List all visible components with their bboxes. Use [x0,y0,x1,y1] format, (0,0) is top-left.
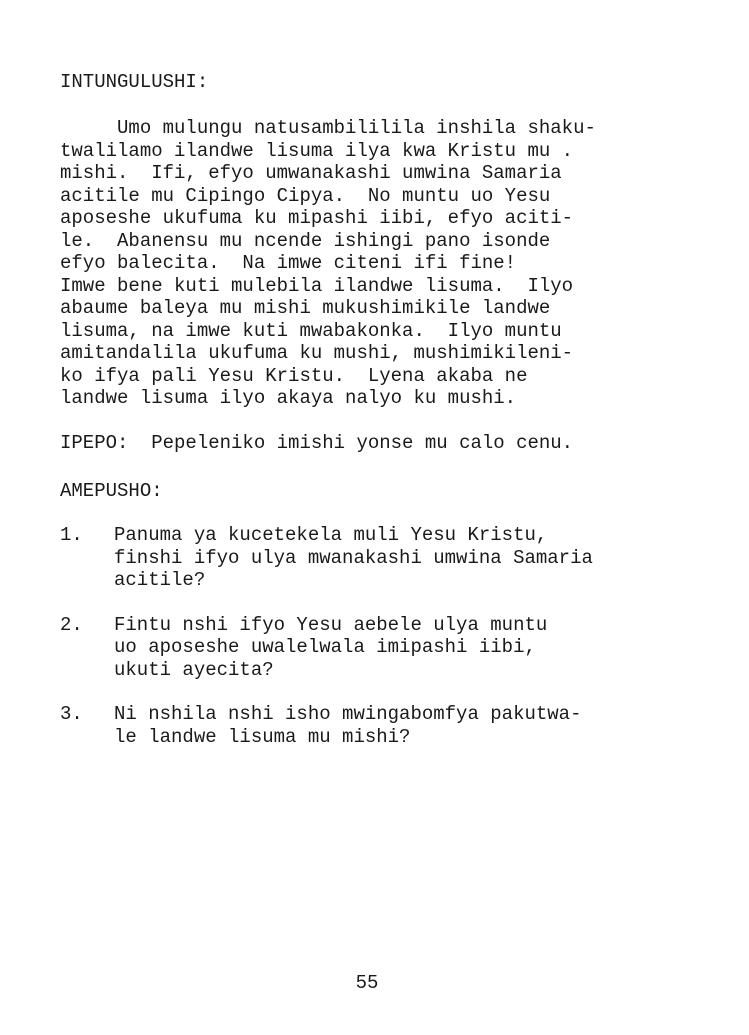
question-line: finshi ifyo ulya mwanakashi umwina Samaria [114,546,593,569]
question-item [60,524,593,592]
question-line: acitile? [114,569,206,591]
intro-line: landwe lisuma ilyo akaya nalyo ku mushi. [60,387,517,409]
intro-line: twalilamo ilandwe lisuma ilya kwa Kristu mu . [60,139,574,162]
question-line: ukuti ayecita? [114,658,274,681]
intro-line: le. Abanensu mu ncende ishingi pano isonde [60,229,551,252]
question-item [60,614,593,682]
intro-line: efyo balecita. Na imwe citeni ifi fine! [60,252,517,274]
question-number: 2. [60,613,83,636]
question-list [60,524,593,770]
intro-line: acitile mu Cipingo Cipya. No muntu uo Yesu [60,184,551,207]
intro-line: lisuma, na imwe kuti mwabakonka. Ilyo muntu [60,319,562,342]
amepusho-heading: AMEPUSHO: [60,480,163,502]
question-line: Panuma ya kucetekela muli Yesu Kristu, [114,524,548,546]
question-line: uo aposeshe uwalelwala imipashi iibi, [114,636,536,658]
page-number: 55 [355,972,379,994]
intro-line: aposeshe ukufuma ku mipashi iibi, efyo aciti- [60,207,574,229]
question-number: 1. [60,524,83,546]
ipepo-prayer [60,432,573,455]
ipepo-line: IPEPO: Pepeleniko imishi yonse mu calo cenu. [60,432,574,454]
intro-line: abaume baleya mu mishi mukushimikile landwe [60,297,551,319]
question-line: le landwe lisuma mu mishi? [114,725,411,748]
question-line: Fintu nshi ifyo Yesu aebele ulya muntu [114,613,548,636]
intro-line: mishi. Ifi, efyo umwanakashi umwina Samaria [60,162,562,184]
question-line: Ni nshila nshi isho mwingabomfya pakutwa- [114,703,582,725]
intro-line: ko ifya pali Yesu Kristu. Lyena akaba ne [60,364,528,387]
intro-line: Imwe bene kuti mulebila ilandwe lisuma. Ilyo [60,274,574,297]
intro-line: amitandalila ukufuma ku mushi, mushimikileni- [60,342,574,364]
intro-heading: INTUNGULUSHI: [60,71,209,93]
question-number: 3. [60,703,83,725]
intro-paragraph [60,117,596,410]
question-item [60,703,593,748]
intro-line: Umo mulungu natusambililila inshila shaku- [60,117,596,139]
